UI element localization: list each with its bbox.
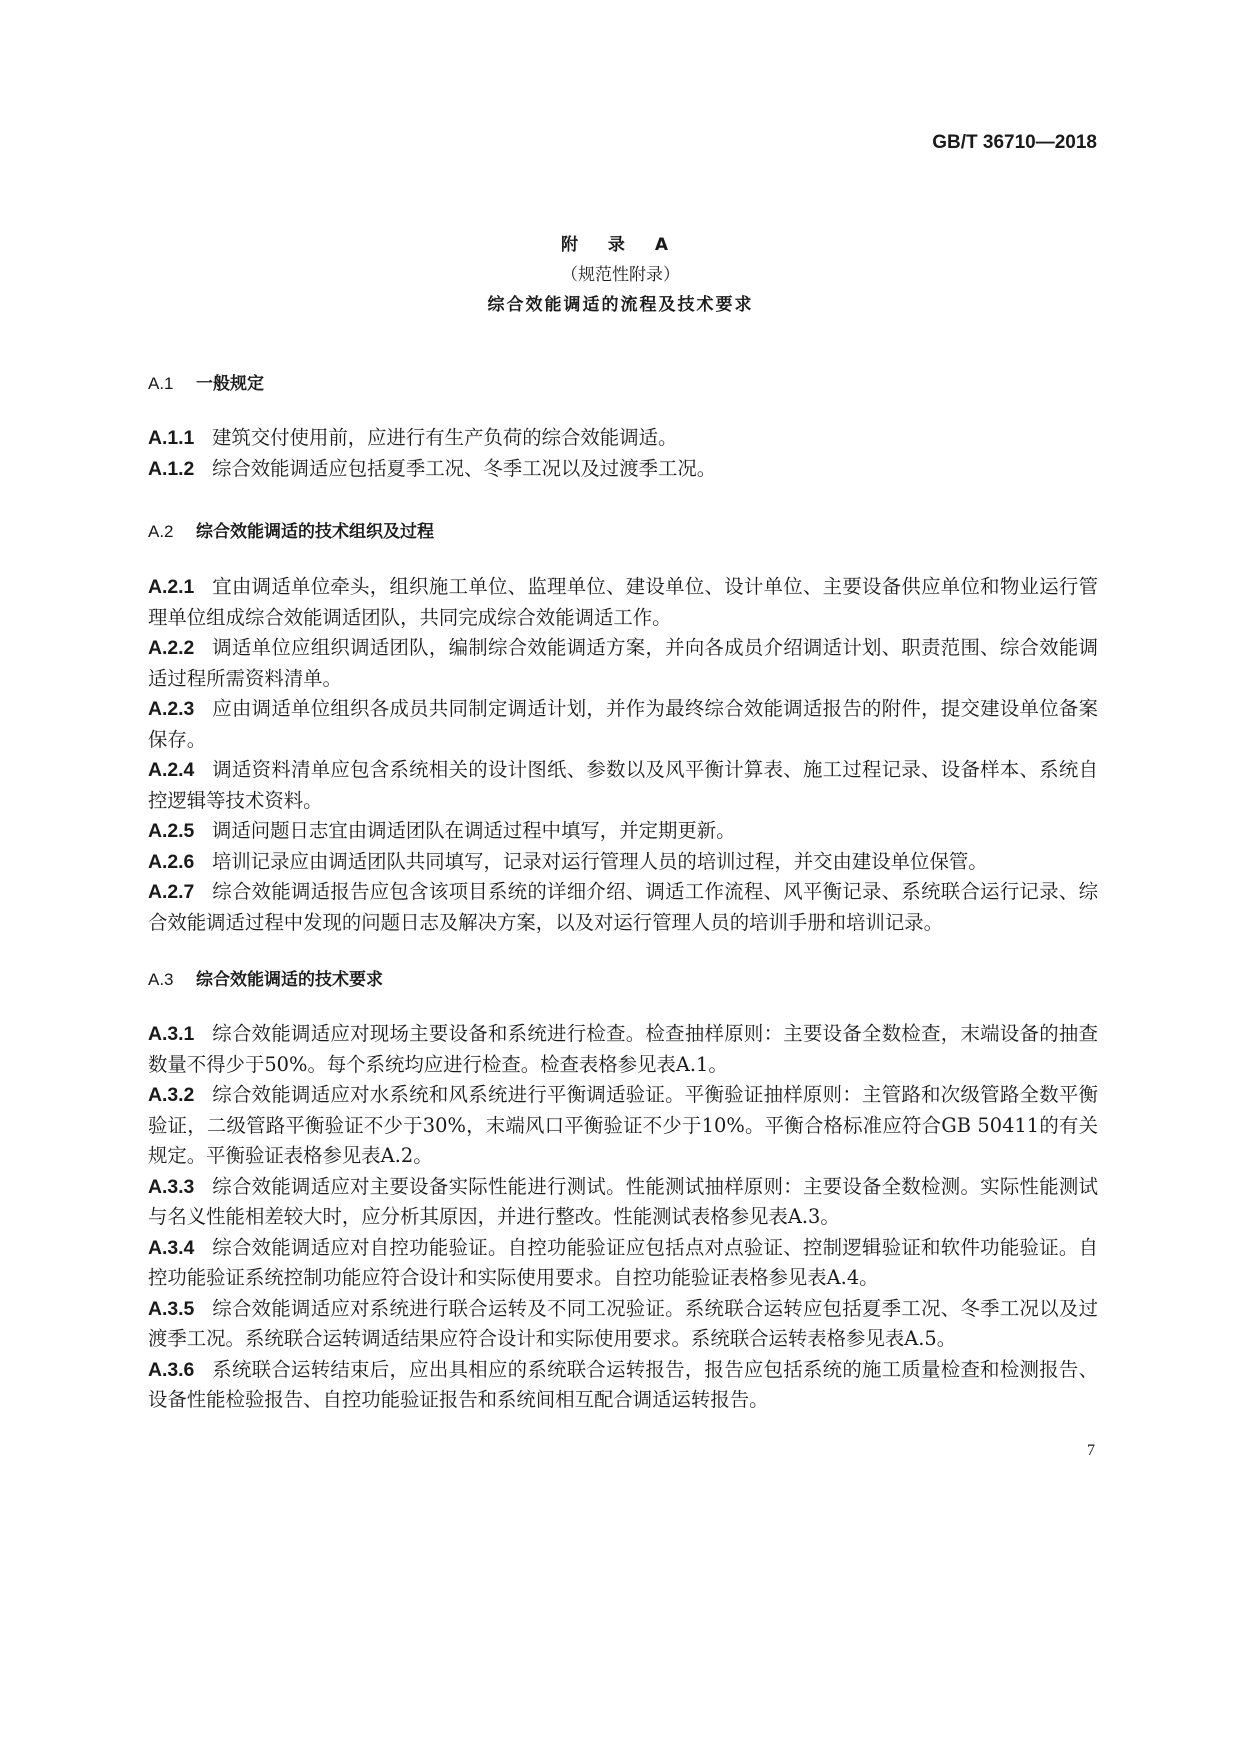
clause	[148, 454, 1098, 485]
section-heading	[148, 965, 383, 990]
clause	[148, 1233, 1098, 1294]
clause-number: A.2.1	[148, 576, 195, 598]
clause-number: A.3.5	[148, 1297, 195, 1320]
section-title: 综合效能调适的技术组织及过程	[196, 522, 434, 542]
clause	[148, 847, 1098, 878]
clause-number: A.2.7	[148, 881, 195, 903]
clause-number: A.3.4	[148, 1236, 195, 1259]
clause	[148, 423, 1098, 454]
clause-text: 综合效能调适应包括夏季工况、冬季工况以及过渡季工况。	[212, 456, 717, 480]
section-heading	[148, 369, 264, 394]
clause-number: A.2.5	[148, 820, 195, 842]
section-heading	[148, 517, 434, 542]
section-body	[148, 1019, 1098, 1416]
clause-number: A.2.6	[148, 850, 195, 873]
clause-text: 综合效能调适应对水系统和风系统进行平衡调适验证。平衡验证抽样原则：主管路和次级管路全数平衡验证，二级管路平衡验证不少于30%，末端风口平衡验证不少于10%。平衡合格标准应符合GB 50411的有关规定。平衡验证表格参见表A.2。	[148, 1083, 1098, 1167]
clause-text: 建筑交付使用前，应进行有生产负荷的综合效能调适。	[212, 426, 678, 449]
section-body	[148, 423, 1098, 484]
section-number: A.1	[148, 374, 174, 393]
clause-number: A.2.3	[148, 698, 195, 720]
clause	[148, 1019, 1098, 1080]
clause-text: 调适单位应组织调适团队，编制综合效能调适方案，并向各成员介绍调适计划、职责范围、综合效能调适过程所需资料清单。	[148, 636, 1098, 690]
clause	[148, 877, 1098, 938]
clause-number: A.2.2	[148, 637, 195, 659]
clause	[148, 755, 1098, 816]
standard-number: GB/T 36710—2018	[932, 132, 1097, 153]
page-number: 7	[1087, 1442, 1095, 1459]
clause-number: A.2.4	[148, 759, 195, 781]
clause-number: A.1.1	[148, 427, 195, 449]
section-number: A.2	[148, 522, 174, 541]
section-title: 综合效能调适的技术要求	[196, 970, 383, 990]
clause-text: 综合效能调适应对主要设备实际性能进行测试。性能测试抽样原则：主要设备全数检测。实际性能测试与名义性能相差较大时，应分析其原因，并进行整改。性能测试表格参见表A.3。	[148, 1174, 1098, 1228]
clause-number: A.3.3	[148, 1175, 195, 1198]
clause-number: A.3.2	[148, 1084, 195, 1106]
clause	[148, 816, 1098, 847]
clause-text: 综合效能调适应对自控功能验证。自控功能验证应包括点对点验证、控制逻辑验证和软件功能验证。自控功能验证系统控制功能应符合设计和实际使用要求。自控功能验证表格参见表A.4。	[148, 1235, 1098, 1289]
clause-number: A.3.1	[148, 1023, 195, 1045]
clause	[148, 694, 1098, 755]
appendix-type: （规范性附录）	[561, 265, 680, 285]
section-title: 一般规定	[196, 374, 264, 394]
clause-text: 调适资料清单应包含系统相关的设计图纸、参数以及风平衡计算表、施工过程记录、设备样本、系统自控逻辑等技术资料。	[148, 758, 1098, 812]
section-number: A.3	[148, 970, 174, 989]
clause-text: 综合效能调适应对现场主要设备和系统进行检查。检查抽样原则：主要设备全数检查，末端设备的抽查数量不得少于50%。每个系统均应进行检查。检查表格参见表A.1。	[148, 1022, 1098, 1076]
clause	[148, 572, 1098, 633]
clause-number: A.3.6	[148, 1358, 195, 1381]
clause-text: 应由调适单位组织各成员共同制定调适计划，并作为最终综合效能调适报告的附件，提交建设单位备案保存。	[148, 697, 1098, 751]
clause-text: 调适问题日志宜由调适团队在调适过程中填写，并定期更新。	[212, 819, 736, 842]
appendix-title: 综合效能调适的流程及技术要求	[487, 295, 754, 315]
section-body	[148, 572, 1098, 938]
clause-text: 宜由调适单位牵头，组织施工单位、监理单位、建设单位、设计单位、主要设备供应单位和物业运行管理单位组成综合效能调适团队，共同完成综合效能调适工作。	[148, 575, 1098, 629]
clause-number: A.1.2	[148, 457, 195, 480]
clause-text: 培训记录应由调适团队共同填写，记录对运行管理人员的培训过程，并交由建设单位保管。	[212, 849, 988, 873]
clause	[148, 1172, 1098, 1233]
clause	[148, 1294, 1098, 1355]
clause-text: 系统联合运转结束后，应出具相应的系统联合运转报告，报告应包括系统的施工质量检查和检测报告、设备性能检验报告、自控功能验证报告和系统间相互配合调适运转报告。	[148, 1357, 1098, 1411]
clause-text: 综合效能调适报告应包含该项目系统的详细介绍、调适工作流程、风平衡记录、系统联合运行记录、综合效能调适过程中发现的问题日志及解决方案，以及对运行管理人员的培训手册和培训记录。	[148, 880, 1098, 934]
clause	[148, 633, 1098, 694]
appendix-label: 附 录 A	[561, 235, 680, 255]
clause	[148, 1080, 1098, 1172]
clause	[148, 1355, 1098, 1416]
clause-text: 综合效能调适应对系统进行联合运转及不同工况验证。系统联合运转应包括夏季工况、冬季工况以及过渡季工况。系统联合运转调适结果应符合设计和实际使用要求。系统联合运转表格参见表A.5。	[148, 1296, 1098, 1350]
